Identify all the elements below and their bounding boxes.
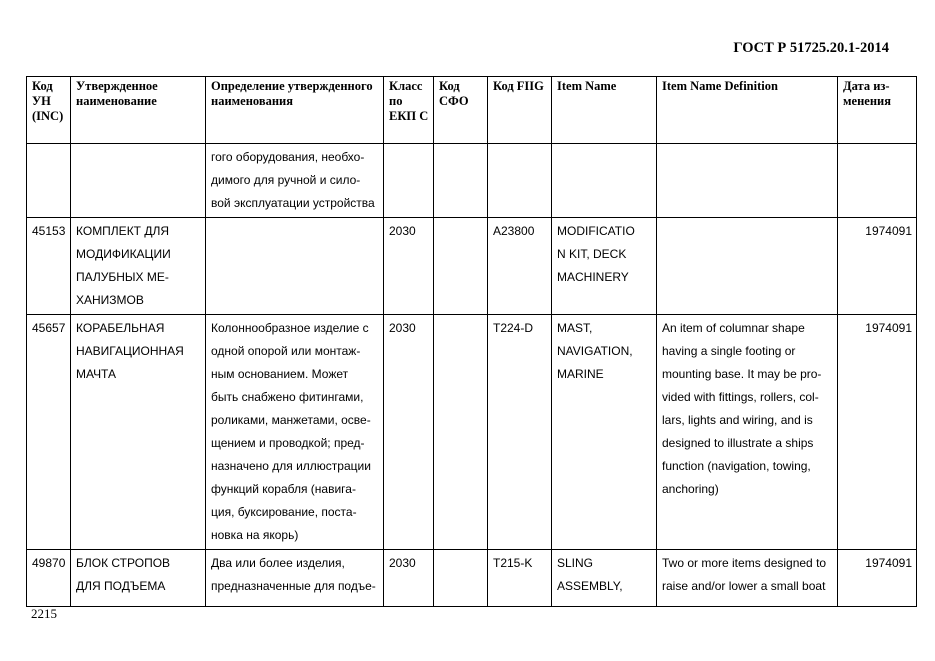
cell-text-line: lars, lights and wiring, and is bbox=[662, 413, 813, 427]
cell-item-name bbox=[552, 218, 657, 315]
column-header-inc: Код УН (INC) bbox=[27, 77, 71, 144]
column-header-class: Класс по ЕКП С bbox=[384, 77, 434, 144]
cell-text-line: MARINE bbox=[557, 367, 604, 381]
table-row bbox=[27, 144, 917, 218]
cell-fiig: T224-D bbox=[488, 315, 552, 550]
cell-text-line: having a single footing or bbox=[662, 344, 796, 358]
cell-text-line: роликами, манжетами, осве- bbox=[211, 413, 371, 427]
cell-text-line: mounting base. It may be pro- bbox=[662, 367, 822, 381]
cell-sfo bbox=[434, 315, 488, 550]
table-row bbox=[27, 315, 917, 550]
cell-text-line: МАЧТА bbox=[76, 367, 116, 381]
cell-sfo bbox=[434, 144, 488, 218]
cell-fiig: A23800 bbox=[488, 218, 552, 315]
cell-definition-ru bbox=[206, 550, 384, 607]
cell-fiig bbox=[488, 144, 552, 218]
cell-text-line: ДЛЯ ПОДЪЕМА bbox=[76, 579, 166, 593]
cell-text-line: ПАЛУБНЫХ МЕ- bbox=[76, 270, 169, 284]
cell-text-line: щением и проводкой; пред- bbox=[211, 436, 365, 450]
table-header-row bbox=[27, 77, 917, 144]
nomenclature-table bbox=[26, 76, 917, 607]
cell-inc: 45657 bbox=[27, 315, 71, 550]
cell-class: 2030 bbox=[384, 550, 434, 607]
column-header-name-ru: Утвержденное наименование bbox=[71, 77, 206, 144]
cell-text-line: назначено для иллюстрации bbox=[211, 459, 371, 473]
cell-text-line: БЛОК СТРОПОВ bbox=[76, 556, 171, 570]
cell-definition-ru bbox=[206, 315, 384, 550]
cell-text-line: Two or more items designed to bbox=[662, 556, 827, 570]
cell-text-line: Колоннообразное изделие с bbox=[211, 321, 369, 335]
cell-item-definition bbox=[657, 218, 838, 315]
cell-text-line: raise and/or lower a small boat bbox=[662, 579, 826, 593]
cell-text-line: КОМПЛЕКТ ДЛЯ bbox=[76, 224, 170, 238]
cell-name-ru bbox=[71, 550, 206, 607]
column-header-definition-ru: Определение утвержденного наименования bbox=[206, 77, 384, 144]
cell-inc bbox=[27, 144, 71, 218]
cell-change-date: 1974091 bbox=[838, 550, 917, 607]
cell-text-line: ХАНИЗМОВ bbox=[76, 293, 144, 307]
cell-text-line: НАВИГАЦИОННАЯ bbox=[76, 344, 184, 358]
cell-text-line: быть снабжено фитингами, bbox=[211, 390, 364, 404]
cell-inc: 45153 bbox=[27, 218, 71, 315]
cell-text-line: новка на якорь) bbox=[211, 528, 299, 542]
cell-text-line: MAST, bbox=[557, 321, 593, 335]
column-header-change-date: Дата из- менения bbox=[838, 77, 917, 144]
cell-name-ru bbox=[71, 144, 206, 218]
cell-text-line: ASSEMBLY, bbox=[557, 579, 623, 593]
table-row bbox=[27, 550, 917, 607]
cell-text-line: КОРАБЕЛЬНАЯ bbox=[76, 321, 165, 335]
column-header-item-definition: Item Name Definition bbox=[657, 77, 838, 144]
cell-class bbox=[384, 144, 434, 218]
cell-class: 2030 bbox=[384, 315, 434, 550]
cell-text-line: предназначенные для подъе- bbox=[211, 579, 376, 593]
page-number: 2215 bbox=[31, 606, 57, 621]
cell-definition-ru bbox=[206, 144, 384, 218]
cell-text-line: function (navigation, towing, bbox=[662, 459, 811, 473]
cell-change-date: 1974091 bbox=[838, 315, 917, 550]
cell-inc: 49870 bbox=[27, 550, 71, 607]
cell-item-name bbox=[552, 550, 657, 607]
cell-text-line: NAVIGATION, bbox=[557, 344, 633, 358]
cell-sfo bbox=[434, 218, 488, 315]
cell-text-line: МОДИФИКАЦИИ bbox=[76, 247, 171, 261]
cell-text-line: An item of columnar shape bbox=[662, 321, 805, 335]
cell-text-line: designed to illustrate a ships bbox=[662, 436, 814, 450]
cell-item-name bbox=[552, 315, 657, 550]
column-header-fiig: Код FIIG bbox=[488, 77, 552, 144]
cell-text-line: MACHINERY bbox=[557, 270, 629, 284]
cell-text-line: димого для ручной и сило- bbox=[211, 173, 361, 187]
cell-text-line: vided with fittings, rollers, col- bbox=[662, 390, 819, 404]
cell-sfo bbox=[434, 550, 488, 607]
cell-text-line: MODIFICATIO bbox=[557, 224, 635, 238]
column-header-sfo: Код СФО bbox=[434, 77, 488, 144]
cell-item-definition bbox=[657, 144, 838, 218]
standard-title: ГОСТ Р 51725.20.1-2014 bbox=[733, 40, 889, 56]
cell-text-line: гого оборудования, необхо- bbox=[211, 150, 365, 164]
cell-name-ru bbox=[71, 218, 206, 315]
table-row bbox=[27, 218, 917, 315]
cell-text-line: одной опорой или монтаж- bbox=[211, 344, 361, 358]
cell-text-line: anchoring) bbox=[662, 482, 719, 496]
cell-text-line: Два или более изделия, bbox=[211, 556, 345, 570]
cell-fiig: T215-K bbox=[488, 550, 552, 607]
cell-text-line: ным основанием. Может bbox=[211, 367, 349, 381]
cell-change-date: 1974091 bbox=[838, 218, 917, 315]
cell-class: 2030 bbox=[384, 218, 434, 315]
cell-item-definition bbox=[657, 550, 838, 607]
cell-change-date bbox=[838, 144, 917, 218]
cell-name-ru bbox=[71, 315, 206, 550]
cell-item-definition bbox=[657, 315, 838, 550]
column-header-item-name: Item Name bbox=[552, 77, 657, 144]
cell-text-line: функций корабля (навига- bbox=[211, 482, 356, 496]
cell-definition-ru bbox=[206, 218, 384, 315]
cell-text-line: вой эксплуатации устройства bbox=[211, 196, 375, 210]
cell-text-line: SLING bbox=[557, 556, 594, 570]
cell-text-line: N KIT, DECK bbox=[557, 247, 627, 261]
cell-item-name bbox=[552, 144, 657, 218]
cell-text-line: ция, буксирование, поста- bbox=[211, 505, 357, 519]
